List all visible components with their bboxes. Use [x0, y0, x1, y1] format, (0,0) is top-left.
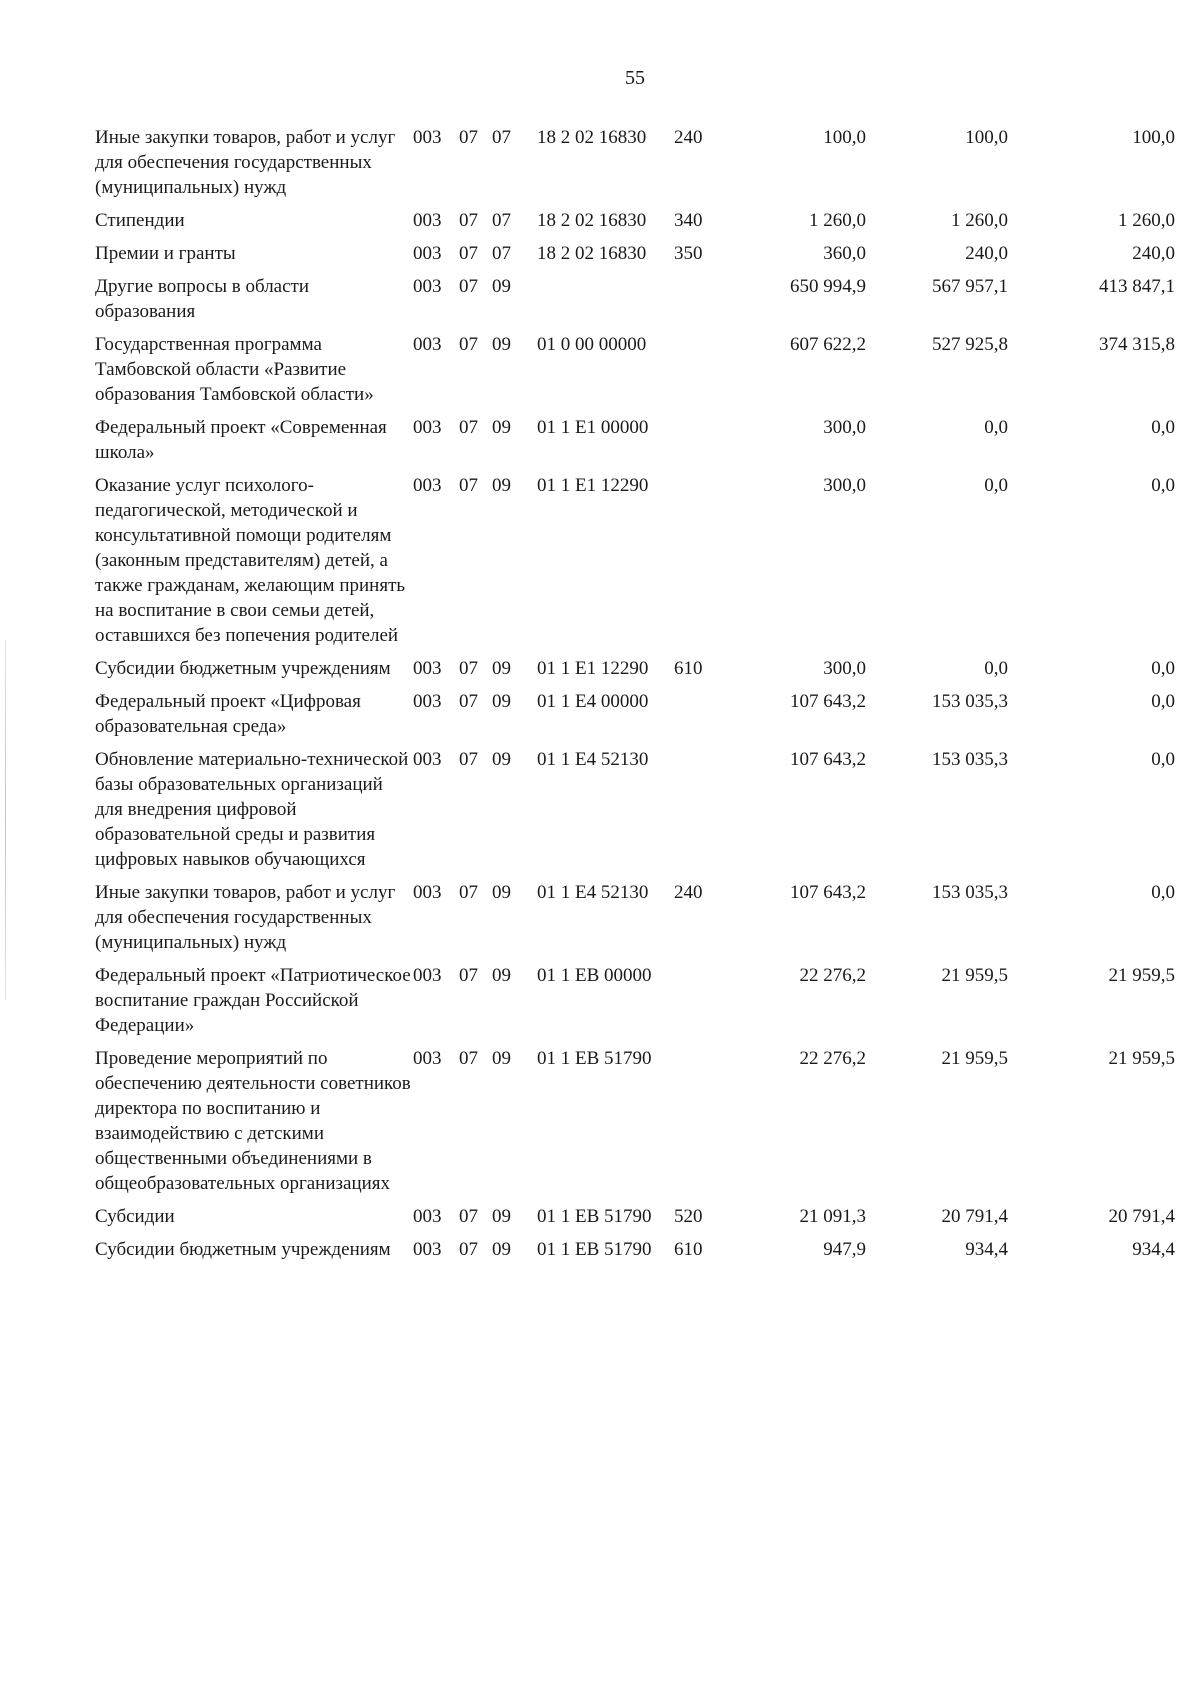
row-section-code: 07	[459, 965, 478, 986]
row-section-code: 07	[459, 1206, 478, 1227]
row-amount-year3: 240,0	[1132, 243, 1175, 264]
row-amount-year1: 100,0	[823, 127, 866, 148]
table-row	[95, 656, 1175, 689]
row-section-code: 07	[459, 691, 478, 712]
row-expense-type-code	[674, 689, 724, 747]
row-subsection-code: 09	[492, 475, 511, 496]
table-row	[95, 473, 1175, 656]
row-name: Федеральный проект «Цифровая образовательная среда»	[95, 691, 361, 737]
row-subsection-code: 09	[492, 334, 511, 355]
row-amount-year1: 360,0	[823, 243, 866, 264]
row-subsection-code: 09	[492, 658, 511, 679]
row-amount-year1: 107 643,2	[790, 691, 866, 712]
row-subsection-code: 09	[492, 749, 511, 770]
row-name: Премии и гранты	[95, 243, 236, 264]
row-amount-year3: 0,0	[1151, 658, 1175, 679]
row-subsection-code: 07	[492, 243, 511, 264]
table-row	[95, 125, 1175, 208]
row-name: Федеральный проект «Патриотическое воспитание граждан Российской Федерации»	[95, 965, 411, 1036]
row-amount-year3: 21 959,5	[1108, 1048, 1175, 1069]
row-amount-year1: 650 994,9	[790, 276, 866, 297]
row-target-article-code: 01 1 EB 51790	[537, 1206, 652, 1227]
row-amount-year3: 413 847,1	[1099, 276, 1175, 297]
table-row	[95, 415, 1175, 473]
row-subsection-code: 09	[492, 276, 511, 297]
row-target-article-code: 01 1 E1 00000	[537, 417, 649, 438]
row-section-code: 07	[459, 749, 478, 770]
row-expense-type-code	[674, 415, 724, 473]
table-row	[95, 332, 1175, 415]
row-amount-year2: 934,4	[965, 1239, 1008, 1260]
row-section-code: 07	[459, 1048, 478, 1069]
row-ministry-code: 003	[413, 127, 442, 148]
row-expense-type-code	[674, 1046, 724, 1204]
row-name: Субсидии бюджетным учреждениям	[95, 658, 391, 679]
row-ministry-code: 003	[413, 1239, 442, 1260]
row-ministry-code: 003	[413, 749, 442, 770]
table-row	[95, 747, 1175, 880]
row-ministry-code: 003	[413, 1048, 442, 1069]
row-amount-year3: 21 959,5	[1108, 965, 1175, 986]
row-amount-year2: 153 035,3	[932, 749, 1008, 770]
row-amount-year1: 21 091,3	[799, 1206, 866, 1227]
row-amount-year2: 0,0	[984, 417, 1008, 438]
row-expense-type-code: 350	[674, 243, 703, 264]
row-ministry-code: 003	[413, 965, 442, 986]
budget-table-body	[95, 125, 1175, 1270]
row-target-article-code: 01 1 E1 12290	[537, 658, 649, 679]
row-amount-year1: 107 643,2	[790, 882, 866, 903]
row-subsection-code: 09	[492, 965, 511, 986]
row-amount-year2: 21 959,5	[941, 1048, 1008, 1069]
row-ministry-code: 003	[413, 475, 442, 496]
row-amount-year3: 0,0	[1151, 749, 1175, 770]
row-subsection-code: 09	[492, 882, 511, 903]
row-amount-year2: 100,0	[965, 127, 1008, 148]
row-section-code: 07	[459, 243, 478, 264]
row-name: Иные закупки товаров, работ и услуг для обеспечения государственных (муниципальных) нужд	[95, 882, 396, 953]
row-amount-year3: 0,0	[1151, 882, 1175, 903]
table-row	[95, 1237, 1175, 1270]
table-row	[95, 689, 1175, 747]
row-amount-year2: 527 925,8	[932, 334, 1008, 355]
row-amount-year2: 240,0	[965, 243, 1008, 264]
row-name: Обновление материально-технической базы образовательных организаций для внедрения цифровой образовательной среды и развития цифровых навыков обучающихся	[95, 749, 409, 870]
row-section-code: 07	[459, 334, 478, 355]
scan-edge-mark	[5, 640, 6, 1000]
row-expense-type-code: 340	[674, 210, 703, 231]
row-section-code: 07	[459, 417, 478, 438]
row-name: Государственная программа Тамбовской области «Развитие образования Тамбовской области»	[95, 334, 374, 405]
row-expense-type-code: 520	[674, 1206, 703, 1227]
row-subsection-code: 09	[492, 1239, 511, 1260]
row-amount-year3: 0,0	[1151, 475, 1175, 496]
row-ministry-code: 003	[413, 243, 442, 264]
row-target-article-code: 18 2 02 16830	[537, 210, 647, 231]
row-amount-year1: 607 622,2	[790, 334, 866, 355]
row-target-article-code: 18 2 02 16830	[537, 127, 647, 148]
row-name: Оказание услуг психолого-педагогической, методической и консультативной помощи родителям (законным представителям) детей, а также гражданам, желающим принять на воспитание в свои семьи детей, оставшихся без попечения родителей	[95, 475, 406, 646]
table-row	[95, 963, 1175, 1046]
row-target-article-code: 01 1 EB 00000	[537, 965, 652, 986]
table-row	[95, 241, 1175, 274]
table-row	[95, 1204, 1175, 1237]
row-section-code: 07	[459, 1239, 478, 1260]
row-name: Стипендии	[95, 210, 185, 231]
row-target-article-code: 18 2 02 16830	[537, 243, 647, 264]
row-amount-year2: 0,0	[984, 475, 1008, 496]
row-target-article-code: 01 1 EB 51790	[537, 1048, 652, 1069]
row-amount-year2: 21 959,5	[941, 965, 1008, 986]
row-subsection-code: 07	[492, 127, 511, 148]
row-amount-year3: 100,0	[1132, 127, 1175, 148]
row-ministry-code: 003	[413, 334, 442, 355]
row-expense-type-code	[674, 332, 724, 415]
row-expense-type-code: 610	[674, 658, 703, 679]
row-ministry-code: 003	[413, 658, 442, 679]
row-target-article-code: 01 1 E4 52130	[537, 882, 649, 903]
row-section-code: 07	[459, 276, 478, 297]
row-amount-year1: 300,0	[823, 475, 866, 496]
budget-table	[95, 125, 1175, 1270]
row-expense-type-code	[674, 747, 724, 880]
row-amount-year3: 1 260,0	[1118, 210, 1175, 231]
row-section-code: 07	[459, 658, 478, 679]
row-amount-year2: 153 035,3	[932, 691, 1008, 712]
page-number: 55	[625, 67, 645, 89]
row-amount-year1: 22 276,2	[799, 965, 866, 986]
row-expense-type-code: 610	[674, 1239, 703, 1260]
row-target-article-code: 01 1 EB 51790	[537, 1239, 652, 1260]
row-name: Субсидии	[95, 1206, 175, 1227]
row-amount-year2: 0,0	[984, 658, 1008, 679]
row-amount-year2: 153 035,3	[932, 882, 1008, 903]
table-row	[95, 274, 1175, 332]
row-ministry-code: 003	[413, 1206, 442, 1227]
row-amount-year1: 107 643,2	[790, 749, 866, 770]
row-expense-type-code: 240	[674, 882, 703, 903]
row-section-code: 07	[459, 127, 478, 148]
row-name: Субсидии бюджетным учреждениям	[95, 1239, 391, 1260]
row-name: Другие вопросы в области образования	[95, 276, 310, 322]
row-ministry-code: 003	[413, 691, 442, 712]
row-amount-year2: 1 260,0	[951, 210, 1008, 231]
row-amount-year2: 567 957,1	[932, 276, 1008, 297]
row-subsection-code: 09	[492, 1048, 511, 1069]
row-target-article-code: 01 1 E4 00000	[537, 691, 649, 712]
row-ministry-code: 003	[413, 210, 442, 231]
row-target-article-code: 01 1 E4 52130	[537, 749, 649, 770]
row-ministry-code: 003	[413, 882, 442, 903]
row-amount-year1: 300,0	[823, 417, 866, 438]
row-section-code: 07	[459, 210, 478, 231]
table-row	[95, 208, 1175, 241]
row-amount-year1: 22 276,2	[799, 1048, 866, 1069]
row-amount-year1: 947,9	[823, 1239, 866, 1260]
row-target-article-code	[537, 274, 674, 332]
row-amount-year2: 20 791,4	[941, 1206, 1008, 1227]
row-amount-year3: 934,4	[1132, 1239, 1175, 1260]
row-amount-year3: 20 791,4	[1108, 1206, 1175, 1227]
row-amount-year1: 300,0	[823, 658, 866, 679]
row-section-code: 07	[459, 882, 478, 903]
row-target-article-code: 01 0 00 00000	[537, 334, 647, 355]
row-subsection-code: 09	[492, 691, 511, 712]
row-target-article-code: 01 1 E1 12290	[537, 475, 649, 496]
row-amount-year3: 0,0	[1151, 691, 1175, 712]
row-ministry-code: 003	[413, 276, 442, 297]
row-name: Федеральный проект «Современная школа»	[95, 417, 387, 463]
table-row	[95, 880, 1175, 963]
row-subsection-code: 07	[492, 210, 511, 231]
row-ministry-code: 003	[413, 417, 442, 438]
table-row	[95, 1046, 1175, 1204]
row-amount-year1: 1 260,0	[809, 210, 866, 231]
row-subsection-code: 09	[492, 1206, 511, 1227]
row-amount-year3: 0,0	[1151, 417, 1175, 438]
row-expense-type-code	[674, 963, 724, 1046]
row-amount-year3: 374 315,8	[1099, 334, 1175, 355]
row-name: Иные закупки товаров, работ и услуг для обеспечения государственных (муниципальных) нужд	[95, 127, 396, 198]
row-expense-type-code	[674, 274, 724, 332]
row-expense-type-code	[674, 473, 724, 656]
row-name: Проведение мероприятий по обеспечению деятельности советников директора по воспитанию и взаимодействию с детскими общественными объединениями в общеобразовательных организациях	[95, 1048, 411, 1194]
row-section-code: 07	[459, 475, 478, 496]
row-expense-type-code: 240	[674, 127, 703, 148]
row-subsection-code: 09	[492, 417, 511, 438]
